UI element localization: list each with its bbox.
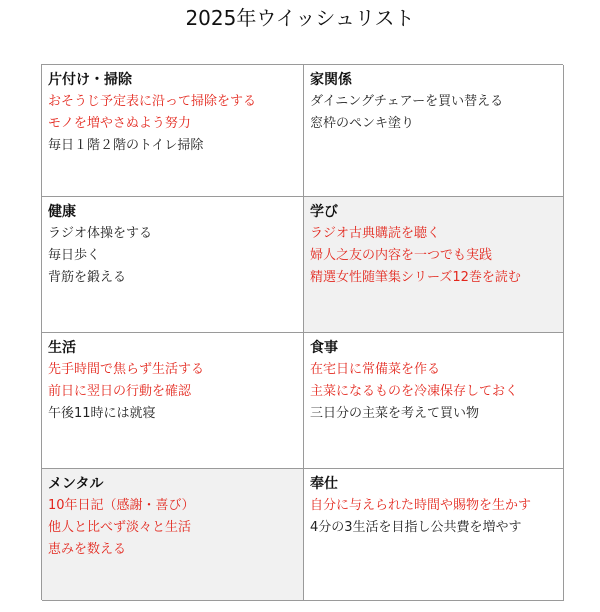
list-item: 毎日歩く bbox=[48, 248, 101, 263]
list-item: 前日に翌日の行動を確認 bbox=[48, 384, 192, 399]
section-meals bbox=[304, 333, 564, 469]
page-title: 2025年ウイッシュリスト bbox=[185, 6, 415, 30]
section-items bbox=[48, 495, 297, 561]
section-items bbox=[48, 359, 297, 425]
list-item: 自分に与えられた時間や賜物を生かす bbox=[310, 498, 532, 513]
list-item: ダイニングチェアーを買い替える bbox=[310, 94, 504, 109]
list-item: 毎日１階２階のトイレ掃除 bbox=[48, 138, 204, 153]
list-item: 背筋を鍛える bbox=[48, 270, 127, 285]
list-item: ラジオ古典購読を聴く bbox=[310, 226, 441, 241]
list-item: ラジオ体操をする bbox=[48, 226, 153, 241]
section-service bbox=[304, 469, 564, 601]
list-item: 他人と比べず淡々と生活 bbox=[48, 520, 192, 535]
list-item: 10年日記（感謝・喜び） bbox=[48, 498, 195, 513]
section-items bbox=[310, 359, 557, 425]
list-item: モノを増やさぬよう努力 bbox=[48, 116, 191, 131]
section-items bbox=[310, 91, 557, 135]
list-item: 婦人之友の内容を一つでも実践 bbox=[310, 248, 493, 263]
list-item: 4分の3生活を目指し公共費を増やす bbox=[310, 520, 522, 535]
section-items bbox=[48, 91, 297, 157]
list-item: 主菜になるものを冷凍保存しておく bbox=[310, 384, 519, 399]
list-item: おそうじ予定表に沿って掃除をする bbox=[48, 94, 257, 109]
list-item: 三日分の主菜を考えて買い物 bbox=[310, 406, 480, 421]
section-title: 家関係 bbox=[310, 72, 352, 88]
section-title: 生活 bbox=[48, 340, 76, 356]
list-item: 午後11時には就寝 bbox=[48, 406, 156, 421]
section-items bbox=[310, 223, 557, 289]
section-title: 食事 bbox=[310, 340, 338, 356]
list-item: 精選女性随筆集シリーズ12巻を読む bbox=[310, 270, 521, 285]
list-item: 先手時間で焦らず生活する bbox=[48, 362, 205, 377]
section-cleaning bbox=[42, 65, 304, 197]
section-title: メンタル bbox=[48, 476, 104, 492]
section-items bbox=[310, 495, 557, 539]
section-title: 健康 bbox=[48, 204, 76, 220]
list-item: 在宅日に常備菜を作る bbox=[310, 362, 441, 377]
section-house bbox=[304, 65, 564, 197]
section-title: 奉仕 bbox=[310, 476, 338, 492]
section-title: 学び bbox=[310, 204, 338, 220]
list-item: 恵みを数える bbox=[48, 542, 127, 557]
section-health bbox=[42, 197, 304, 333]
section-title: 片付け・掃除 bbox=[48, 72, 132, 88]
section-mental bbox=[42, 469, 304, 601]
list-item: 窓枠のペンキ塗り bbox=[310, 116, 415, 131]
section-living bbox=[42, 333, 304, 469]
section-items bbox=[48, 223, 297, 289]
section-learning bbox=[304, 197, 564, 333]
wish-list-grid bbox=[41, 64, 563, 600]
